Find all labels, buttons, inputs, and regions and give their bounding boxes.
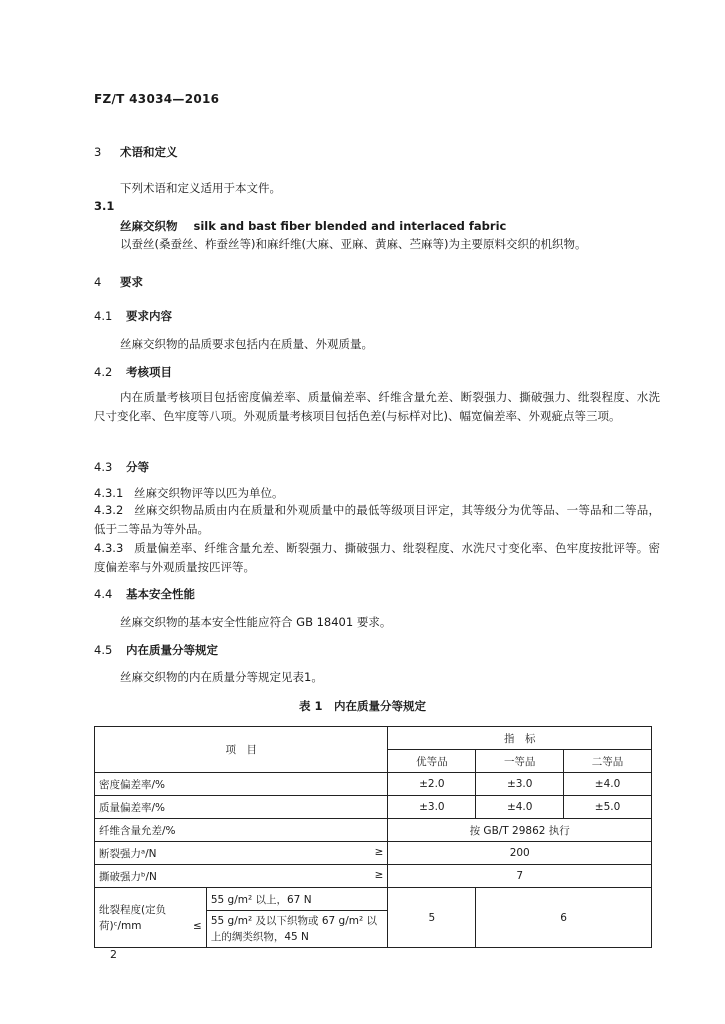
section-number: 4.3 bbox=[94, 460, 113, 474]
section-4-heading bbox=[94, 274, 143, 290]
table-row bbox=[95, 842, 652, 865]
clause-text: 质量偏差率、纤维含量允差、断裂强力、撕破强力、纰裂程度、水洗尺寸变化率、色牢度按批评等。密度偏差率与外观质量按匹评等。 bbox=[94, 541, 660, 574]
sub-condition: 55 g/m² 以上，67 N bbox=[206, 888, 388, 911]
section-title: 要求内容 bbox=[126, 309, 172, 323]
row-label-text: 纰裂程度(定负荷)ᶜ/mm bbox=[99, 903, 167, 932]
clause-number: 4.3.2 bbox=[94, 503, 124, 517]
section-4-4-heading bbox=[94, 586, 195, 602]
cell-value: 5 bbox=[388, 888, 476, 948]
cell-value: 200 bbox=[388, 842, 652, 865]
comparison-symbol: ≥ bbox=[374, 868, 384, 881]
section-4-3-heading bbox=[94, 459, 149, 475]
section-title: 内在质量分等规定 bbox=[126, 643, 218, 657]
standard-number: FZ/T 43034—2016 bbox=[94, 92, 220, 106]
term-english: silk and bast fiber blended and interlaced fabric bbox=[193, 219, 507, 233]
table-row bbox=[95, 773, 652, 796]
page-number: 2 bbox=[110, 948, 117, 961]
section-number: 4.1 bbox=[94, 309, 113, 323]
term-entry bbox=[120, 218, 506, 234]
section-title: 分等 bbox=[126, 460, 149, 474]
cell-value: 6 bbox=[476, 888, 652, 948]
row-label bbox=[95, 842, 388, 865]
section-number: 4.2 bbox=[94, 365, 113, 379]
section-4-2-heading bbox=[94, 364, 172, 380]
row-label: 纤维含量允差/% bbox=[95, 819, 388, 842]
section-3-heading bbox=[94, 144, 178, 160]
grade-second: 二等品 bbox=[564, 750, 652, 773]
quality-grading-table bbox=[94, 726, 652, 948]
cell-value: ±4.0 bbox=[476, 796, 564, 819]
table-row bbox=[95, 796, 652, 819]
clause-3-1-number: 3.1 bbox=[94, 199, 115, 213]
table-row bbox=[95, 865, 652, 888]
cell-value: ±3.0 bbox=[476, 773, 564, 796]
section-number: 3 bbox=[94, 145, 102, 159]
header-item: 项 目 bbox=[95, 727, 388, 773]
row-label: 质量偏差率/% bbox=[95, 796, 388, 819]
section-3-intro: 下列术语和定义适用于本文件。 bbox=[120, 181, 281, 195]
cell-value: 7 bbox=[388, 865, 652, 888]
section-4-2-text: 内在质量考核项目包括密度偏差率、质量偏差率、纤维含量允差、断裂强力、撕破强力、纰裂程度、水洗尺寸变化率、色牢度等八项。外观质量考核项目包括色差(与标样对比)、幅宽偏差率、外观疵点等三项。 bbox=[94, 390, 660, 423]
cell-value: ±3.0 bbox=[388, 796, 476, 819]
comparison-symbol: ≥ bbox=[374, 845, 384, 858]
section-number: 4.5 bbox=[94, 643, 113, 657]
section-4-1-text: 丝麻交织物的品质要求包括内在质量、外观质量。 bbox=[120, 337, 373, 351]
row-label bbox=[95, 888, 207, 948]
section-4-5-heading bbox=[94, 642, 218, 658]
section-title: 考核项目 bbox=[126, 365, 172, 379]
section-number: 4 bbox=[94, 275, 102, 289]
section-number: 4.4 bbox=[94, 587, 113, 601]
cell-value: ±4.0 bbox=[564, 773, 652, 796]
table-caption: 表 1 内在质量分等规定 bbox=[298, 699, 426, 713]
section-title: 要求 bbox=[120, 275, 143, 289]
table-row bbox=[95, 819, 652, 842]
clause-number: 4.3.3 bbox=[94, 541, 124, 555]
header-index: 指 标 bbox=[388, 727, 652, 750]
section-4-1-heading bbox=[94, 308, 172, 324]
section-title: 术语和定义 bbox=[120, 145, 178, 159]
cell-value: ±5.0 bbox=[564, 796, 652, 819]
clause-text: 丝麻交织物品质由内在质量和外观质量中的最低等级项目评定，其等级分为优等品、一等品和二等品，低于二等品为等外品。 bbox=[94, 503, 660, 536]
comparison-symbol: ≤ bbox=[193, 919, 202, 932]
cell-value: 按 GB/T 29862 执行 bbox=[388, 819, 652, 842]
grade-first: 一等品 bbox=[476, 750, 564, 773]
row-label: 密度偏差率/% bbox=[95, 773, 388, 796]
cell-value: ±2.0 bbox=[388, 773, 476, 796]
term-definition: 以蚕丝(桑蚕丝、柞蚕丝等)和麻纤维(大麻、亚麻、黄麻、苎麻等)为主要原料交织的机织物。 bbox=[120, 237, 587, 251]
clause-4-3-2 bbox=[94, 501, 660, 539]
row-label-text: 断裂强力ᵃ/N bbox=[99, 847, 157, 860]
term-chinese: 丝麻交织物 bbox=[120, 219, 178, 233]
clause-number: 4.3.1 bbox=[94, 486, 124, 500]
section-title: 基本安全性能 bbox=[126, 587, 195, 601]
sub-condition: 55 g/m² 及以下织物或 67 g/m² 以上的绸类织物，45 N bbox=[206, 911, 388, 948]
clause-text: 丝麻交织物评等以匹为单位。 bbox=[134, 486, 284, 500]
table-header-row bbox=[95, 727, 652, 750]
row-label-text: 撕破强力ᵇ/N bbox=[99, 870, 157, 883]
row-label bbox=[95, 865, 388, 888]
section-4-5-text: 丝麻交织物的内在质量分等规定见表1。 bbox=[120, 670, 323, 684]
section-4-4-text: 丝麻交织物的基本安全性能应符合 GB 18401 要求。 bbox=[120, 615, 392, 629]
grade-premium: 优等品 bbox=[388, 750, 476, 773]
clause-4-3-3 bbox=[94, 539, 660, 577]
table-row bbox=[95, 888, 652, 911]
